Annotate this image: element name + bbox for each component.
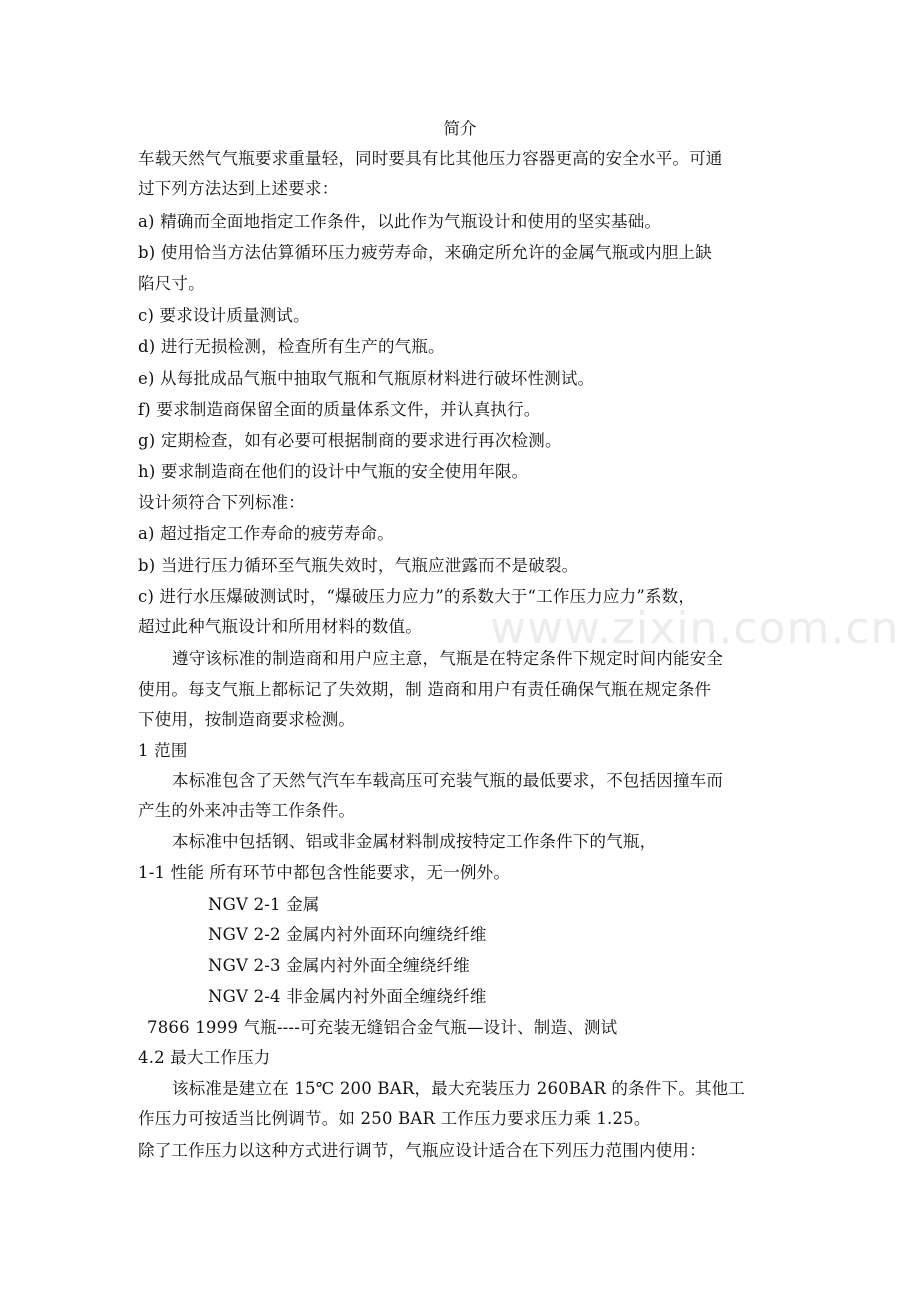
- list-item-d: d) 进行无损检测，检查所有生产的气瓶。: [138, 337, 445, 356]
- list-item-f: f) 要求制造商保留全面的质量体系文件，并认真执行。: [138, 400, 541, 419]
- standard-item: NGV 2-2 金属内衬外面环向缠绕纤维: [208, 925, 487, 944]
- body-line: 过下列方法达到上述要求：: [138, 179, 339, 198]
- paragraph-line: 产生的外来冲击等工作条件。: [138, 801, 356, 820]
- standard-item: NGV 2-4 非金属内衬外面全缠绕纤维: [208, 987, 487, 1006]
- list-item-a: a) 精确而全面地指定工作条件，以此作为气瓶设计和使用的坚实基础。: [138, 212, 662, 231]
- section-heading: 1 范围: [138, 741, 188, 760]
- paragraph-line: 使用。每支气瓶上都标记了失效期，制 造商和用户有责任确保气瓶在规定条件: [138, 680, 712, 699]
- standard-item: NGV 2-1 金属: [208, 895, 320, 914]
- body-line: 陷尺寸。: [138, 274, 205, 293]
- list-item-c: c) 进行水压爆破测试时，“爆破压力应力”的系数大于“工作压力应力”系数，: [138, 587, 696, 606]
- paragraph-line: 本标准包含了天然气汽车车载高压可充装气瓶的最低要求，不包括因撞车而: [172, 771, 724, 790]
- list-item-a: a) 超过指定工作寿命的疲劳寿命。: [138, 524, 394, 543]
- standard-item: NGV 2-3 金属内衬外面全缠绕纤维: [208, 956, 470, 975]
- body-line: 超过此种气瓶设计和所用材料的数值。: [138, 617, 422, 636]
- page-title: 简介: [443, 119, 477, 138]
- body-line: 车载天然气气瓶要求重量轻，同时要具有比其他压力容器更高的安全水平。可通: [138, 149, 723, 168]
- watermark: www.zixin.com.cn: [490, 603, 900, 654]
- list-item-e: e) 从每批成品气瓶中抽取气瓶和气瓶原材料进行破坏性测试。: [138, 369, 595, 388]
- list-item-h: h) 要求制造商在他们的设计中气瓶的安全使用年限。: [138, 462, 529, 481]
- paragraph-line: 该标准是建立在 15℃ 200 BAR，最大充装压力 260BAR 的条件下。其他工: [172, 1079, 745, 1098]
- list-item-b: b) 当进行压力循环至气瓶失效时，气瓶应泄露而不是破裂。: [138, 556, 579, 575]
- list-item-c: c) 要求设计质量测试。: [138, 306, 310, 325]
- body-line: 设计须符合下列标准：: [138, 493, 305, 512]
- subsection-heading: 1-1 性能 所有环节中都包含性能要求，无一例外。: [138, 863, 511, 882]
- list-item-g: g) 定期检查，如有必要可根据制商的要求进行再次检测。: [138, 431, 562, 450]
- paragraph-line: 下使用，按制造商要求检测。: [138, 710, 356, 729]
- paragraph-line: 本标准中包括钢、铝或非金属材料制成按特定工作条件下的气瓶，: [172, 832, 657, 851]
- standard-reference: 7866 1999 气瓶----可充装无缝铝合金气瓶—设计、制造、测试: [147, 1018, 618, 1037]
- subsection-heading: 4.2 最大工作压力: [138, 1048, 271, 1067]
- paragraph-line: 除了工作压力以这种方式进行调节，气瓶应设计适合在下列压力范围内使用：: [138, 1141, 706, 1160]
- list-item-b: b) 使用恰当方法估算循环压力疲劳寿命，来确定所允许的金属气瓶或内胆上缺: [138, 243, 712, 262]
- paragraph-line: 作压力可按适当比例调节。如 250 BAR 工作压力要求压力乘 1.25。: [138, 1109, 651, 1128]
- paragraph-line: 遵守该标准的制造商和用户应主意，气瓶是在特定条件下规定时间内能安全: [172, 649, 724, 668]
